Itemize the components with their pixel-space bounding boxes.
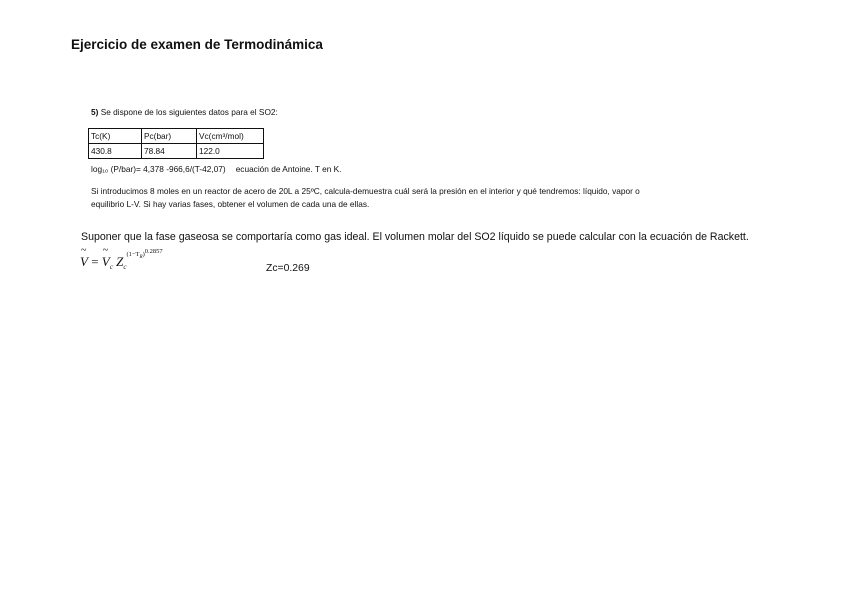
formula-equals: = bbox=[91, 254, 99, 269]
problem-number: 5) bbox=[91, 107, 99, 117]
statement-line: equilibrio L-V. Si hay varias fases, obtener el volumen de cada una de ellas. bbox=[91, 199, 370, 209]
antoine-note: ecuación de Antoine. T en K. bbox=[235, 164, 342, 174]
table-header-cell: Vc(cm³/mol) bbox=[197, 129, 264, 144]
table-cell: 430.8 bbox=[89, 144, 142, 159]
table-header-cell: Pc(bar) bbox=[142, 129, 197, 144]
formula-tilde: ~ bbox=[81, 245, 87, 256]
zc-value: Zc=0.269 bbox=[266, 263, 310, 274]
problem-statement bbox=[91, 185, 751, 211]
formula-vc-sub: c bbox=[109, 263, 113, 271]
formula-lhs: ~ V bbox=[80, 245, 88, 269]
document-title: Ejercicio de examen de Termodinámica bbox=[71, 37, 323, 52]
hint-text: Suponer que la fase gaseosa se comportaría como gas ideal. El volumen molar del SO2 líquido se puede calcular con la ecuación de Rackett. bbox=[81, 231, 749, 243]
problem-intro bbox=[91, 107, 278, 117]
table-cell: 78.84 bbox=[142, 144, 197, 159]
antoine-equation: log₁₀ (P/bar)= 4,378 -966,6/(T-42,07) bbox=[91, 164, 226, 174]
properties-table bbox=[88, 128, 264, 159]
table-header-row bbox=[89, 129, 264, 144]
rackett-formula bbox=[80, 245, 163, 271]
statement-line: Si introducimos 8 moles en un reactor de acero de 20L a 25ºC, calcula-demuestra cuál será la presión en el interior y qué tendremos: líquido, vapor o bbox=[91, 186, 640, 196]
formula-zc-sub: c bbox=[123, 263, 127, 271]
table-cell: 122.0 bbox=[197, 144, 264, 159]
formula-vc: ~ V bbox=[101, 245, 110, 269]
formula-zc: Z bbox=[116, 254, 124, 269]
formula-exponent: (1−TR)0.2857 bbox=[126, 248, 163, 260]
formula-tilde: ~ bbox=[102, 245, 109, 256]
table-header-cell: Tc(K) bbox=[89, 129, 142, 144]
table-row bbox=[89, 144, 264, 159]
intro-text: Se dispone de los siguientes datos para el SO2: bbox=[100, 107, 278, 117]
antoine-line bbox=[91, 164, 341, 174]
